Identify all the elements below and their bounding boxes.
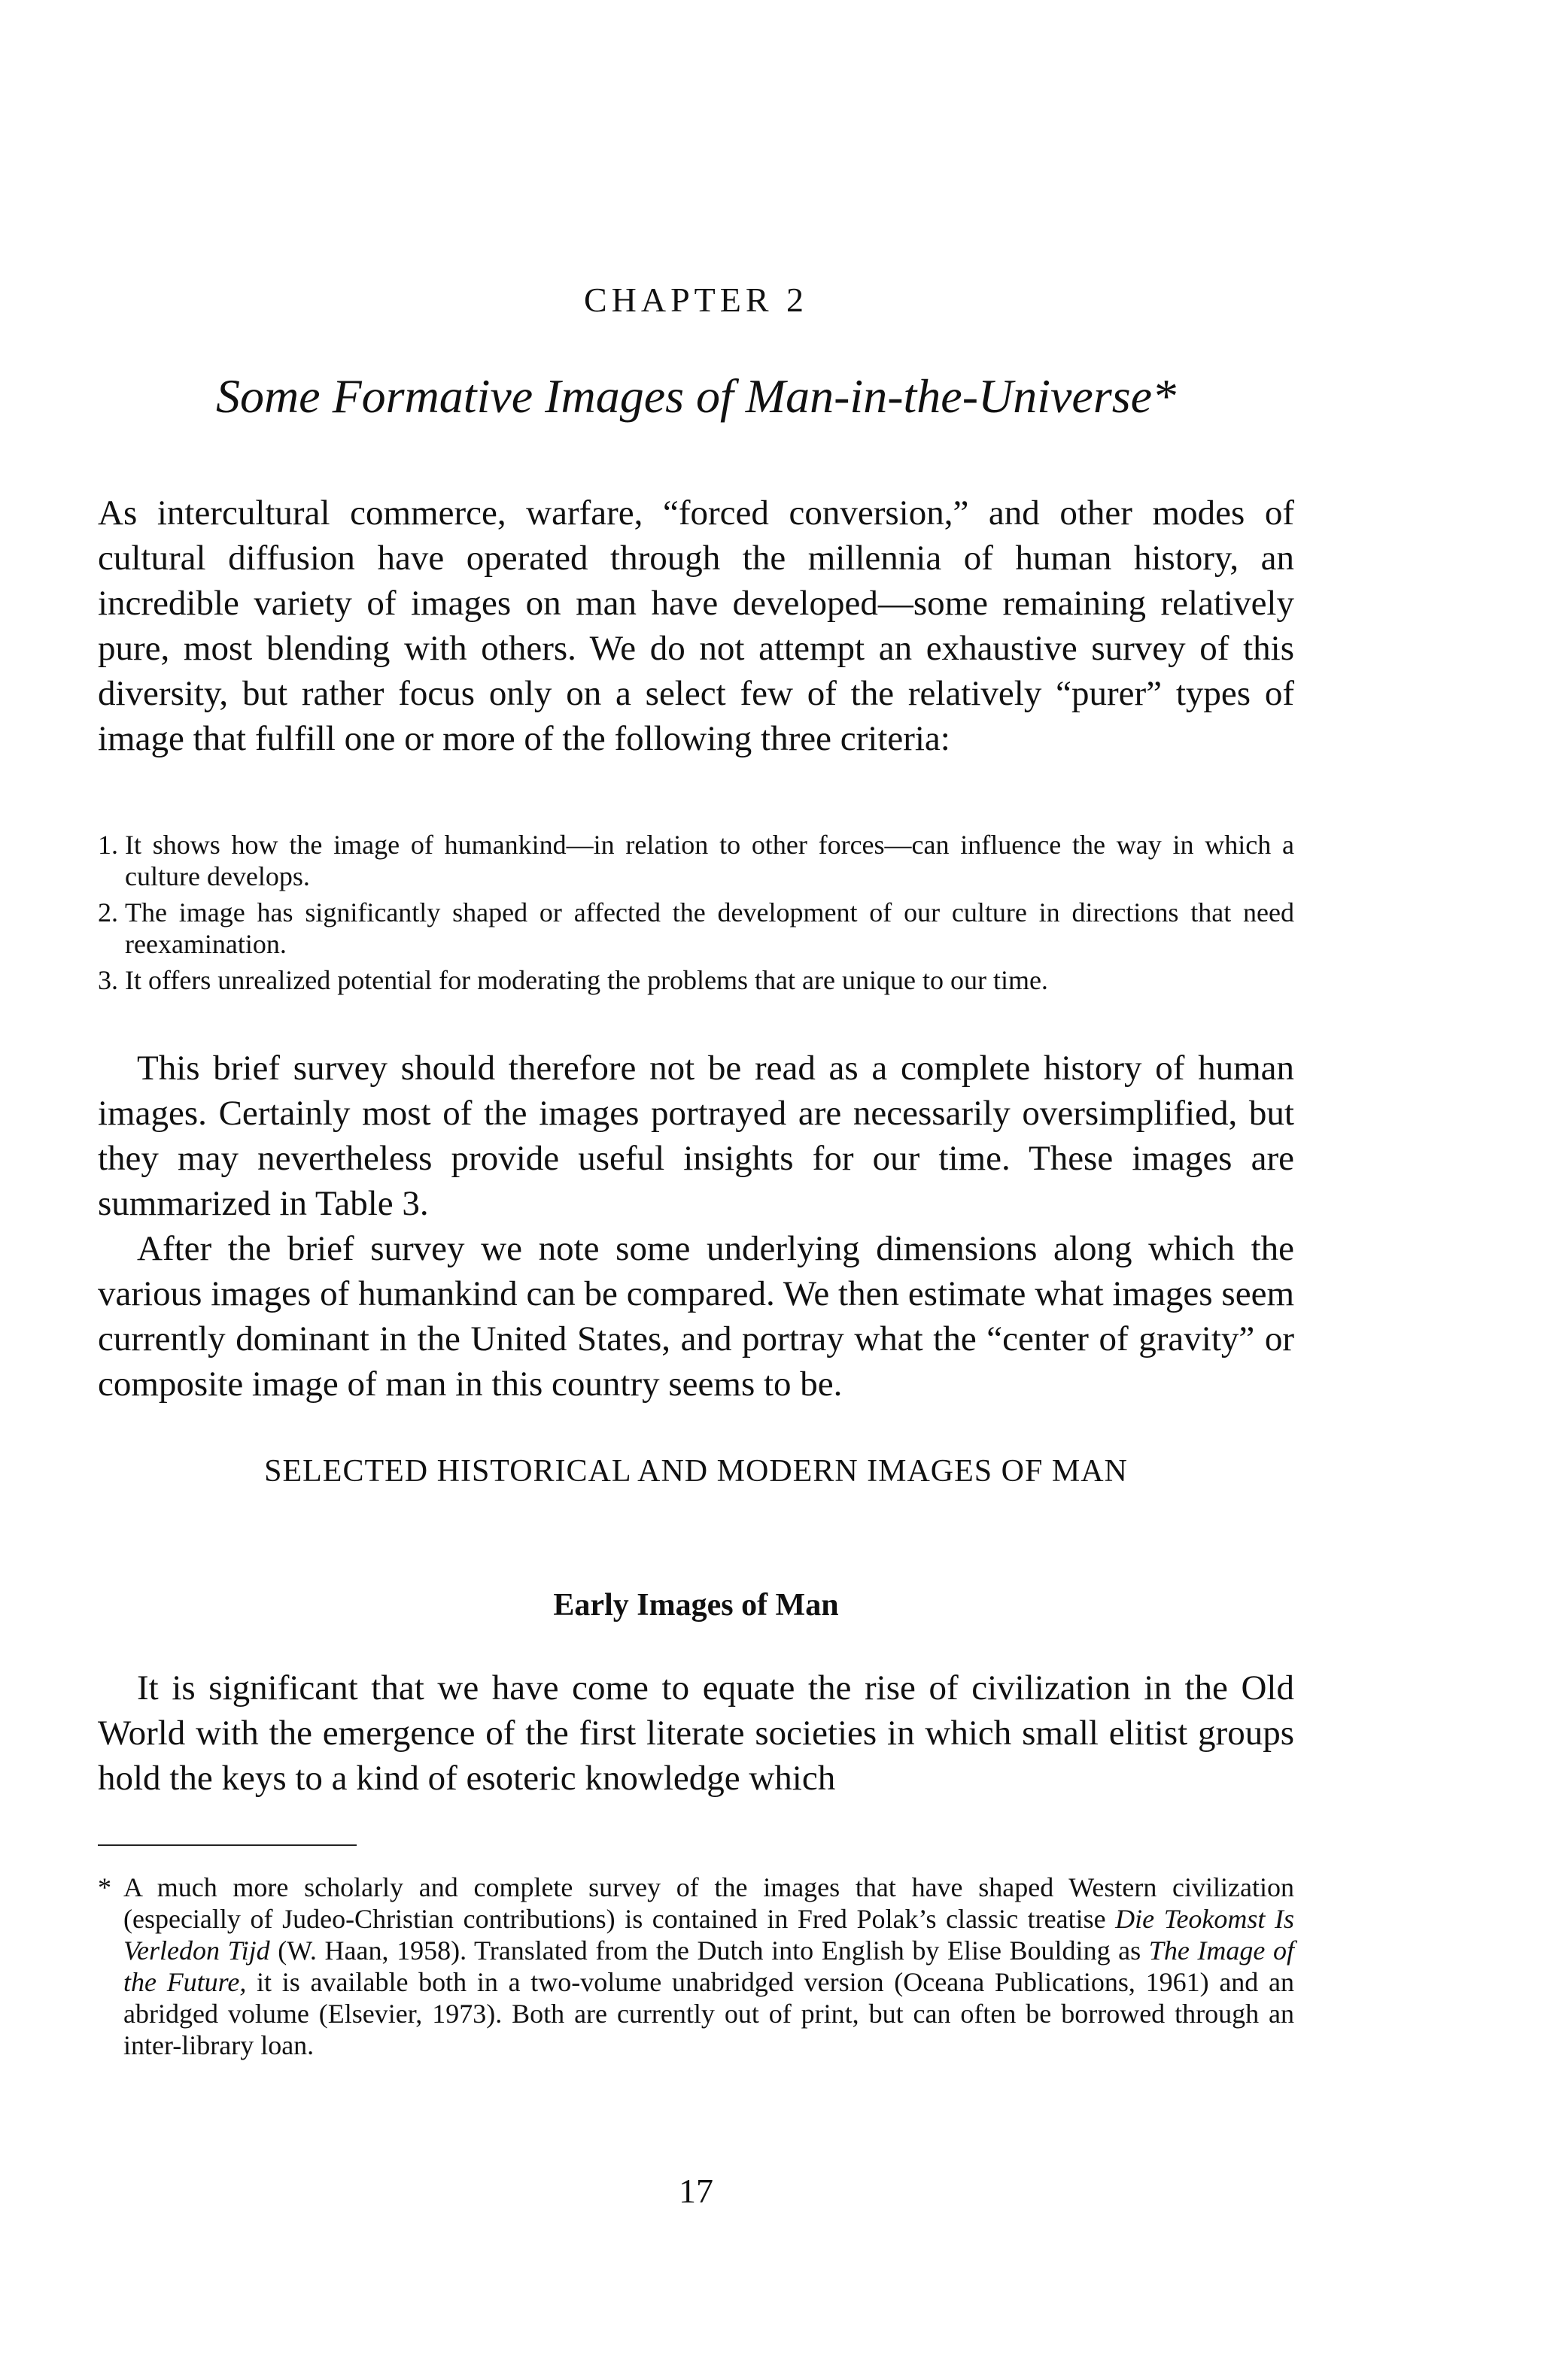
page-number: 17 (679, 2172, 713, 2210)
footnote (98, 1872, 1294, 2061)
book-page (98, 0, 1294, 2380)
list-item (98, 964, 1294, 996)
footnote-text-part: A much more scholarly and complete survey of the images that have shaped Western civilization (especially of Judeo-Christian contributions) is contained in Fred Polak’s classic treatise (123, 1872, 1294, 1934)
list-item (98, 897, 1294, 960)
list-item-number: 2. (98, 897, 118, 927)
chapter-label: CHAPTER 2 (583, 281, 809, 319)
list-item-number: 1. (98, 830, 118, 860)
paragraph-2: This brief survey should therefore not be read as a complete history of human images. Certainly most of the images portrayed are necessarily oversimplified, but they may nevertheless provide useful insights for our time. These images are summarized in Table 3. (98, 1049, 1294, 1223)
chapter-title: Some Formative Images of Man-in-the-Universe* (215, 369, 1177, 423)
intro-paragraph: As intercultural commerce, warfare, “forced conversion,” and other modes of cultural diffusion have operated through the millennia of human history, an incredible variety of images on man have developed—some remaining relatively pure, most blending with others. We do not attempt an exhaustive survey of this diversity, but rather focus only on a select few of the relatively “purer” types of image that fulfill one or more of the following three criteria: (98, 493, 1294, 758)
footnote-text (98, 1872, 1294, 2061)
list-item (98, 829, 1294, 892)
footnote-cited-title: Die Teokomst Is Verledon Tijd (123, 1904, 1294, 1966)
list-item-text: It shows how the image of humankind—in relation to other forces—can influence the way in which a culture develops. (125, 830, 1294, 891)
sub-heading: Early Images of Man (553, 1588, 839, 1623)
list-item-text: The image has significantly shaped or affected the development of our culture in directions that need reexamination. (125, 897, 1294, 959)
section-heading: SELECTED HISTORICAL AND MODERN IMAGES OF MAN (264, 1454, 1128, 1489)
footnote-divider (98, 1844, 357, 1846)
footnote-text-part: (W. Haan, 1958). Translated from the Dutch into English by Elise Boulding as (269, 1935, 1149, 1966)
list-item-number: 3. (98, 965, 118, 995)
paragraph-3: After the brief survey we note some underlying dimensions along which the various images of humankind can be compared. We then estimate what images seem currently dominant in the United States, and portray what the “center of gravity” or composite image of man in this country seems to be. (98, 1229, 1294, 1404)
footnote-cited-title: The Image of the Future, (123, 1935, 1294, 1997)
list-item-text: It offers unrealized potential for moderating the problems that are unique to our time. (125, 965, 1048, 995)
criteria-list (98, 829, 1294, 1000)
footnote-text-part: it is available both in a two-volume unabridged version (Oceana Publications, 1961) and an abridged volume (Elsevier, 1973). Both are currently out of print, but can often be borrowed through an inter-library loan. (123, 1967, 1295, 2060)
paragraph-4: It is significant that we have come to equate the rise of civilization in the Old World with the emergence of the first literate societies in which small elitist groups hold the keys to a kind of esoteric knowledge which (98, 1668, 1294, 1798)
footnote-mark: * (98, 1872, 111, 1902)
